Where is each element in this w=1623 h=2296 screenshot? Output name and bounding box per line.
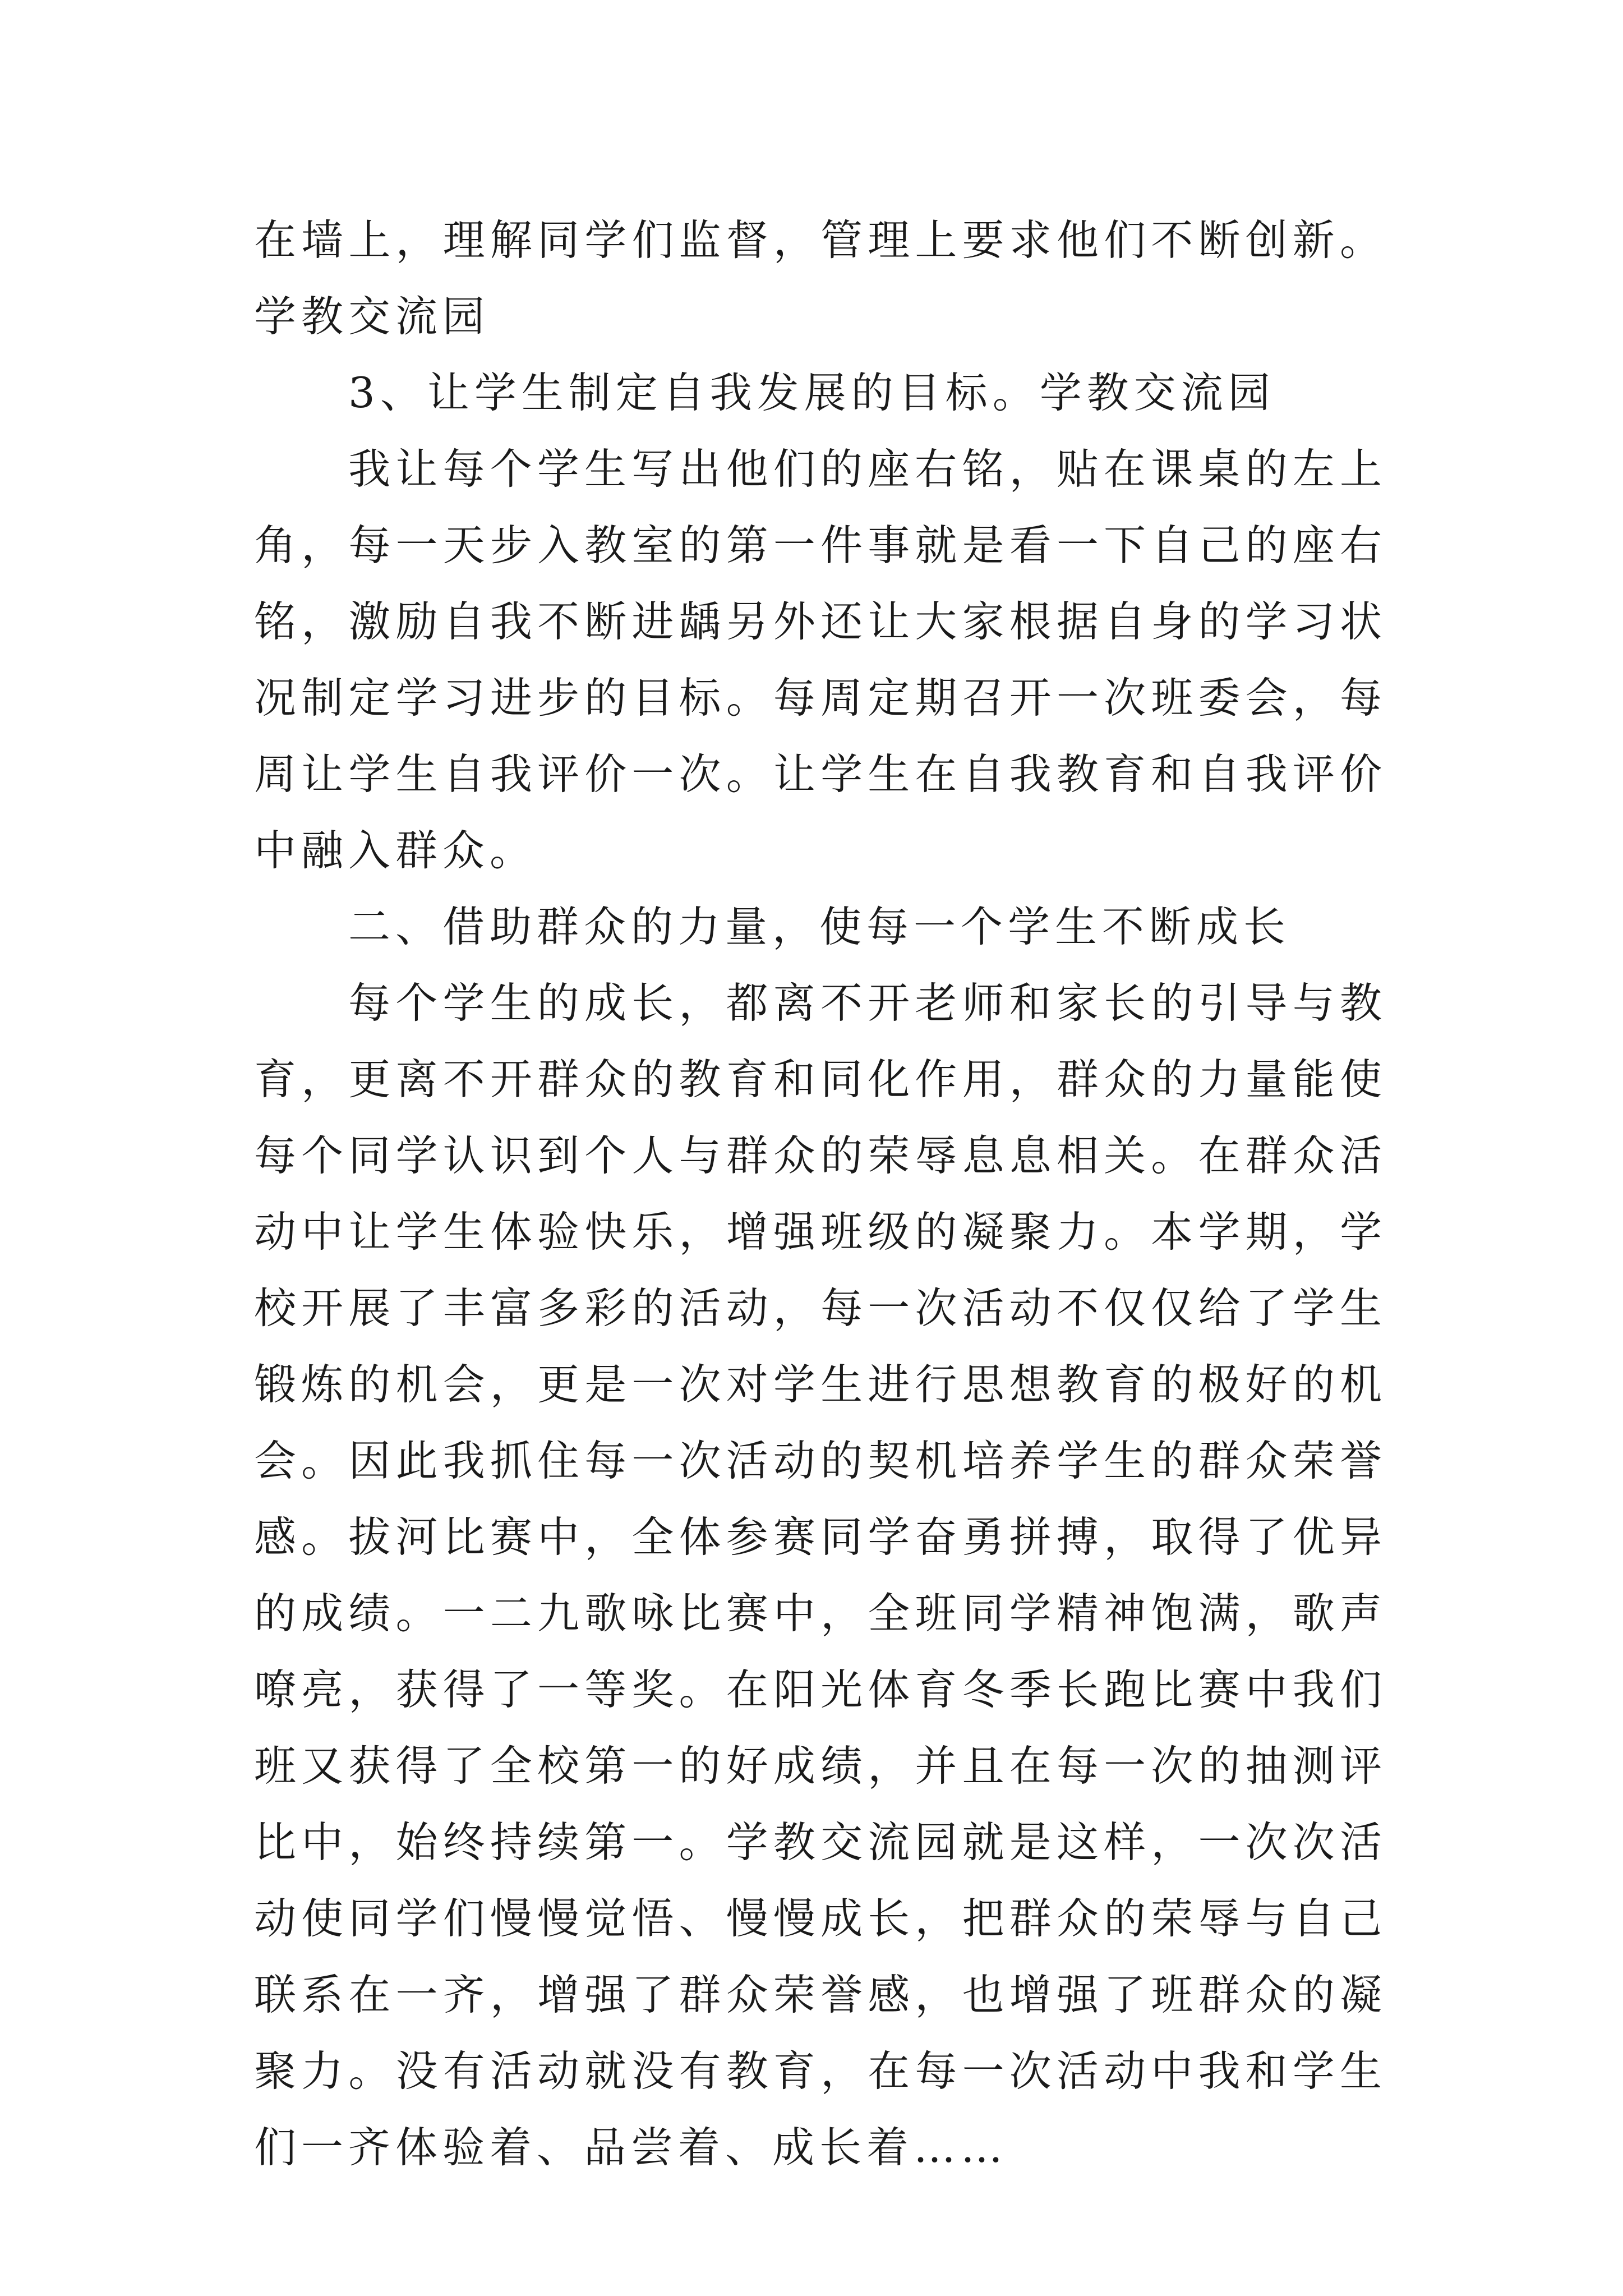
section-heading-2: 二、借助群众的力量，使每一个学生不断成长 [348,902,1291,951]
paragraph-motto: 我让每个学生写出他们的座右铭，贴在课桌的左上角，每一天步入教室的第一件事就是看一下自己的座右铭，激励自我不断进龋另外还让大家根据自身的学习状况制定学习进步的目标。每周定期召开一次班委会，每周让学生自我评价一次。让学生在自我教育和自我评价中融入群众。 [254,444,1387,875]
paragraph-heading-3: 3、让学生制定自我发展的目标。学教交流园 [348,368,1275,417]
paragraph-activities: 每个学生的成长，都离不开老师和家长的引导与教育，更离不开群众的教育和同化作用，群众的力量能使每个同学认识到个人与群众的荣辱息息相关。在群众活动中让学生体验快乐，增强班级的凝聚力。本学期，学校开展了丰富多彩的活动，每一次活动不仅仅给了学生锻炼的机会，更是一次对学生进行思想教育的极好的机会。因此我抓住每一次活动的契机培养学生的群众荣誉感。拔河比赛中，全体参赛同学奋勇拼搏，取得了优异的成绩。一二九歌咏比赛中，全班同学精神饱满，歌声嘹亮，获得了一等奖。在阳光体育冬季长跑比赛中我们班又获得了全校第一的好成绩，并且在每一次的抽测评比中，始终持续第一。学教交流园就是这样，一次次活动使同学们慢慢觉悟、慢慢成长，把群众的荣辱与自己联系在一齐，增强了群众荣誉感，也增强了班群众的凝聚力。没有活动就没有教育，在每一次活动中我和学生们一齐体验着、品尝着、成长着…… [254,978,1387,2172]
paragraph-continuation: 在墙上，理解同学们监督，管理上要求他们不断创新。学教交流园 [254,215,1387,341]
document-body [254,202,1387,2185]
